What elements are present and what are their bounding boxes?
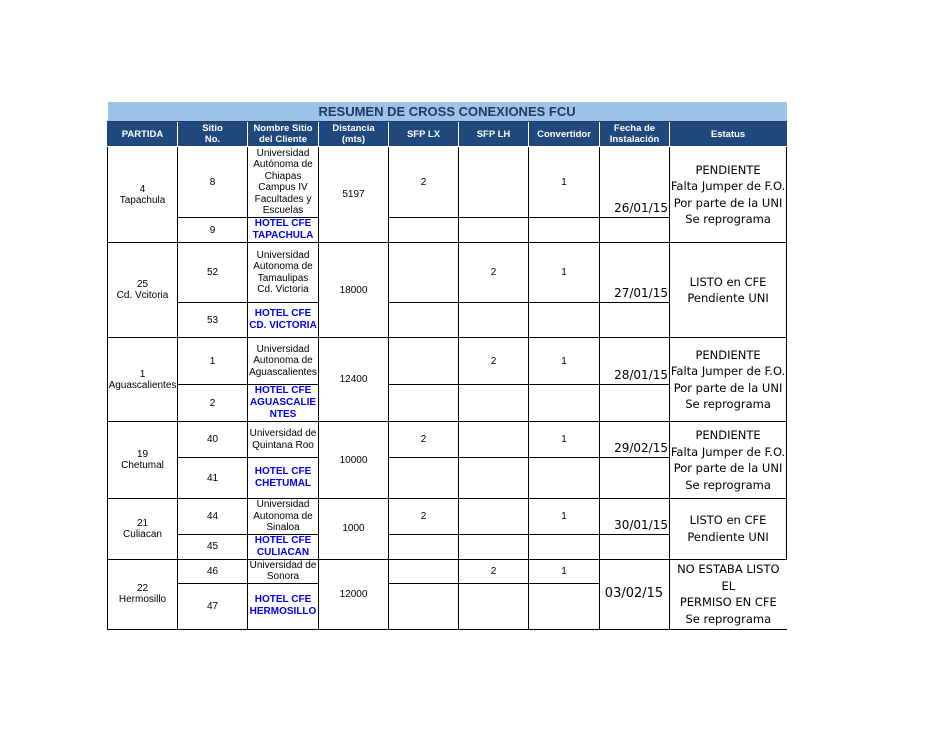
sfp-lh-cell: 2: [459, 559, 529, 583]
sfp-lh-cell: [459, 583, 529, 629]
sfp-lh-cell: 2: [459, 338, 529, 385]
sfp-lx-cell: 2: [389, 147, 459, 218]
sfp-lh-cell: [459, 385, 529, 422]
sitio-cell: 53: [178, 303, 248, 338]
convertidor-cell: [529, 534, 600, 559]
hotel-cell: HOTEL CFE CHETUMAL: [248, 458, 319, 499]
convertidor-cell: [529, 303, 600, 338]
header-sfp-lx: SFP LX: [389, 122, 459, 147]
table-title: RESUMEN DE CROSS CONEXIONES FCU: [108, 102, 787, 122]
sfp-lh-cell: [459, 147, 529, 218]
estatus-cell: LISTO en CFE Pendiente UNI: [670, 499, 787, 560]
hotel-cell: HOTEL CFE CULIACAN: [248, 534, 319, 559]
convertidor-cell: 1: [529, 243, 600, 303]
cliente-cell: Universidad Autónoma de Chiapas Campus IV Facultades y Escuelas: [248, 147, 319, 218]
partida-cell: 1 Aguascalientes: [108, 338, 178, 422]
sfp-lx-cell: [389, 303, 459, 338]
distancia-cell: 1000: [319, 499, 389, 560]
sfp-lx-cell: [389, 458, 459, 499]
cliente-cell: Universidad de Sonora: [248, 559, 319, 583]
estatus-cell: PENDIENTE Falta Jumper de F.O. Por parte de la UNI Se reprograma: [670, 422, 787, 499]
header-convertidor: Convertidor: [529, 122, 600, 147]
sfp-lx-cell: [389, 218, 459, 243]
spreadsheet: [107, 102, 787, 630]
hotel-cell: HOTEL CFE TAPACHULA: [248, 218, 319, 243]
sitio-cell: 45: [178, 534, 248, 559]
convertidor-cell: 1: [529, 499, 600, 535]
sitio-cell: 44: [178, 499, 248, 535]
convertidor-cell: [529, 385, 600, 422]
sfp-lx-cell: [389, 559, 459, 583]
convertidor-cell: 1: [529, 559, 600, 583]
sfp-lx-cell: [389, 338, 459, 385]
hotel-cell: HOTEL CFE CD. VICTORIA: [248, 303, 319, 338]
table-row: [108, 559, 787, 583]
table-row: [108, 422, 787, 458]
sitio-cell: 9: [178, 218, 248, 243]
sitio-cell: 1: [178, 338, 248, 385]
fecha-cell: 26/01/15: [600, 147, 670, 218]
header-partida: PARTIDA: [108, 122, 178, 147]
convertidor-cell: 1: [529, 338, 600, 385]
table-row: [108, 243, 787, 303]
distancia-cell: 10000: [319, 422, 389, 499]
sfp-lx-cell: [389, 385, 459, 422]
partida-cell: 21 Culiacan: [108, 499, 178, 560]
sfp-lh-cell: [459, 422, 529, 458]
fecha-cell: [600, 385, 670, 422]
fecha-cell: [600, 534, 670, 559]
fecha-cell: [600, 303, 670, 338]
table-row: [108, 499, 787, 535]
partida-cell: 25 Cd. Vcitoria: [108, 243, 178, 338]
cross-connections-table: [107, 102, 787, 630]
sitio-cell: 41: [178, 458, 248, 499]
sfp-lx-cell: [389, 534, 459, 559]
distancia-cell: 12000: [319, 559, 389, 629]
estatus-cell: PENDIENTE Falta Jumper de F.O. Por parte de la UNI Se reprograma: [670, 338, 787, 422]
sfp-lh-cell: [459, 303, 529, 338]
estatus-cell: NO ESTABA LISTO EL PERMISO EN CFE Se reprograma: [670, 559, 787, 629]
fecha-cell: [600, 218, 670, 243]
fecha-cell: 28/01/15: [600, 338, 670, 385]
cliente-cell: Universidad Autonoma de Aguascalientes: [248, 338, 319, 385]
header-distancia: Distancia (mts): [319, 122, 389, 147]
sfp-lh-cell: [459, 458, 529, 499]
fecha-cell: 27/01/15: [600, 243, 670, 303]
header-sfp-lh: SFP LH: [459, 122, 529, 147]
sfp-lx-cell: 2: [389, 422, 459, 458]
distancia-cell: 18000: [319, 243, 389, 338]
fecha-cell: 29/02/15: [600, 422, 670, 458]
partida-cell: 4 Tapachula: [108, 147, 178, 243]
sitio-cell: 8: [178, 147, 248, 218]
header-nombre: Nombre Sitio del Cliente: [248, 122, 319, 147]
sitio-cell: 52: [178, 243, 248, 303]
distancia-cell: 5197: [319, 147, 389, 243]
hotel-cell: HOTEL CFE AGUASCALIE NTES: [248, 385, 319, 422]
sfp-lh-cell: [459, 218, 529, 243]
header-estatus: Estatus: [670, 122, 787, 147]
convertidor-cell: 1: [529, 147, 600, 218]
sitio-cell: 47: [178, 583, 248, 629]
sfp-lx-cell: [389, 243, 459, 303]
fecha-cell: [600, 458, 670, 499]
sitio-cell: 40: [178, 422, 248, 458]
convertidor-cell: [529, 218, 600, 243]
header-sitio: Sitio No.: [178, 122, 248, 147]
sitio-cell: 2: [178, 385, 248, 422]
table-row: [108, 338, 787, 385]
cliente-cell: Universidad Autonoma de Tamaulipas Cd. Victoria: [248, 243, 319, 303]
fecha-cell: 03/02/15: [600, 559, 670, 629]
sfp-lh-cell: 2: [459, 243, 529, 303]
estatus-cell: LISTO en CFE Pendiente UNI: [670, 243, 787, 338]
header-fecha: Fecha de Instalación: [600, 122, 670, 147]
partida-cell: 19 Chetumal: [108, 422, 178, 499]
sfp-lx-cell: 2: [389, 499, 459, 535]
estatus-cell: PENDIENTE Falta Jumper de F.O. Por parte de la UNI Se reprograma: [670, 147, 787, 243]
convertidor-cell: [529, 583, 600, 629]
sfp-lh-cell: [459, 499, 529, 535]
sitio-cell: 46: [178, 559, 248, 583]
sfp-lx-cell: [389, 583, 459, 629]
fecha-cell: 30/01/15: [600, 499, 670, 535]
table-row: [108, 147, 787, 218]
hotel-cell: HOTEL CFE HERMOSILLO: [248, 583, 319, 629]
convertidor-cell: 1: [529, 422, 600, 458]
header-row: [108, 122, 787, 147]
cliente-cell: Universidad de Quintana Roo: [248, 422, 319, 458]
partida-cell: 22 Hermosillo: [108, 559, 178, 629]
sfp-lh-cell: [459, 534, 529, 559]
distancia-cell: 12400: [319, 338, 389, 422]
convertidor-cell: [529, 458, 600, 499]
cliente-cell: Universidad Autonoma de Sinaloa: [248, 499, 319, 535]
